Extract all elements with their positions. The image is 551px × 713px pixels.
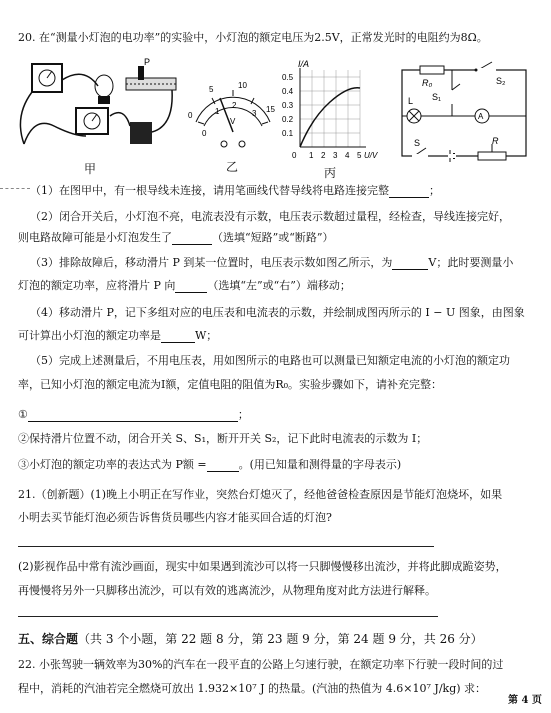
- answer-blank-7[interactable]: [207, 471, 239, 472]
- svg-text:0.1: 0.1: [282, 129, 294, 138]
- svg-text:0.2: 0.2: [282, 115, 294, 124]
- fig-label-jia: 甲: [84, 162, 97, 176]
- svg-text:0.5: 0.5: [282, 73, 294, 82]
- apparatus-figure: [14, 56, 184, 156]
- q20-part4-line1: （4）移动滑片 P，记下多组对应的电压表和电流表的示数，并绘制成图丙所示的 I − U 图象，由图象: [30, 306, 525, 319]
- svg-text:4: 4: [345, 151, 350, 160]
- q21-answer-line-2[interactable]: [18, 616, 438, 617]
- answer-blank-4[interactable]: [175, 292, 207, 293]
- svg-text:V: V: [230, 117, 236, 126]
- q20-part5-line1: （5）完成上述测量后，不用电压表，用如图所示的电路也可以测量已知额定电流的小灯泡的额定功: [30, 354, 510, 367]
- svg-text:0.3: 0.3: [282, 101, 294, 110]
- svg-text:R₀: R₀: [422, 78, 433, 88]
- graph-ylabel: I/A: [298, 59, 310, 69]
- svg-text:R: R: [492, 136, 499, 146]
- q20-part3-line2: 灯泡的额定功率，应将滑片 P 向 （选填“左”或“右”）端移动；: [18, 279, 351, 292]
- q20-part3-line1: （3）排除故障后，移动滑片 P 到某一位置时，电压表示数如图乙所示，为 V；此时要测量小: [30, 256, 514, 269]
- circuit-diagram: [396, 60, 536, 164]
- q20-part2-line1: （2）闭合开关后，小灯泡不亮，电流表没有示数，电压表示数超过量程，经检查，导线连接完好，: [30, 210, 510, 223]
- fig-label-bing: 丙: [324, 166, 337, 180]
- q21-line4: 再慢慢将另外一只脚移出流沙，可以有效的逃离流沙，从物理角度对此方法进行解释。: [18, 584, 436, 597]
- q21-answer-line-1[interactable]: [18, 546, 434, 547]
- svg-text:3: 3: [333, 151, 338, 160]
- q20-step1: ① ；: [18, 408, 249, 421]
- q20-stem: 20. 在“测量小灯泡的电功率”的实验中，小灯泡的额定电压为2.5V，正常发光时的电阻约为8Ω。: [18, 31, 488, 44]
- svg-text:A: A: [478, 112, 484, 121]
- svg-text:0: 0: [292, 151, 297, 160]
- svg-text:2: 2: [321, 151, 326, 160]
- answer-blank-6[interactable]: [28, 421, 238, 422]
- fig-label-yi: 乙: [226, 160, 239, 174]
- answer-blank-2[interactable]: [172, 244, 212, 245]
- voltmeter-dial-figure: [186, 78, 278, 150]
- svg-text:0: 0: [202, 129, 207, 138]
- r0-resistor: [420, 66, 444, 74]
- rheostat-symbol: [478, 152, 506, 160]
- svg-text:5: 5: [209, 85, 214, 94]
- battery: [130, 122, 152, 144]
- graph-grid: [300, 70, 360, 147]
- svg-text:2: 2: [232, 101, 237, 110]
- svg-text:1: 1: [309, 151, 314, 160]
- q20-part4-line2: 可计算出小灯泡的额定功率是 W；: [18, 329, 218, 342]
- q21-line2: 小明去买节能灯泡必须告诉售货员哪些内容才能买回合适的灯泡?: [18, 511, 332, 524]
- svg-text:3: 3: [252, 109, 257, 118]
- svg-text:1: 1: [215, 107, 220, 116]
- q20-step2: ②保持滑片位置不动，闭合开关 S、S₁，断开开关 S₂，记下此时电流表的示数为 I；: [18, 432, 428, 445]
- svg-text:5: 5: [357, 151, 362, 160]
- graph-xlabel: U/V: [364, 151, 378, 160]
- page-number: 第 4 页: [508, 695, 542, 706]
- svg-text:0: 0: [188, 111, 193, 120]
- answer-blank-1[interactable]: [389, 197, 429, 198]
- svg-text:L: L: [408, 96, 414, 106]
- label-p: P: [144, 57, 151, 67]
- svg-text:15: 15: [266, 105, 275, 114]
- answer-blank-5[interactable]: [161, 342, 195, 343]
- svg-text:0.4: 0.4: [282, 87, 294, 96]
- svg-text:10: 10: [238, 81, 247, 90]
- q20-part5-line2: 率，已知小灯泡的额定电流为I额，定值电阻的阻值为R₀。实验步骤如下，请补充完整：: [18, 378, 443, 391]
- section5-header: 五、综合题（共 3 个小题，第 22 题 8 分，第 23 题 9 分，第 24 题 9 分，共 26 分）: [18, 632, 483, 646]
- q21-line1: 21.（创新题）(1)晚上小明正在写作业，突然台灯熄灭了，经他爸爸检查原因是节能灯泡烧坏，如果: [18, 488, 503, 501]
- q20-step3: ③小灯泡的额定功率的表达式为 P额 = 。(用已知量和测得量的字母表示): [18, 458, 402, 471]
- iu-curve: [300, 88, 360, 147]
- answer-blank-3[interactable]: [392, 269, 428, 270]
- iu-graph: [282, 58, 386, 166]
- margin-tick: [0, 188, 30, 189]
- svg-text:S: S: [414, 138, 421, 148]
- q22-line2: 程中，消耗的汽油若完全燃烧可放出 1.932×10⁷ J 的热量。(汽油的热值为 4.6×10⁷ J/kg) 求：: [18, 682, 487, 695]
- svg-text:S₁: S₁: [432, 92, 442, 102]
- q20-part2-line2: 则电路故障可能是小灯泡发生了 （选填“短路”或“断路”）: [18, 231, 334, 244]
- svg-text:S₂: S₂: [496, 76, 506, 86]
- q21-line3: (2)影视作品中常有流沙画面，现实中如果遇到流沙可以将一只脚慢慢移出流沙，并将此脚成跪姿势，: [18, 560, 507, 573]
- q20-part1: （1）在图甲中，有一根导线未连接，请用笔画线代替导线将电路连接完整 ；: [30, 184, 440, 197]
- q22-line1: 22. 小张驾驶一辆效率为30%的汽车在一段平直的公路上匀速行驶，在额定功率下行驶一段时间的过: [18, 658, 504, 671]
